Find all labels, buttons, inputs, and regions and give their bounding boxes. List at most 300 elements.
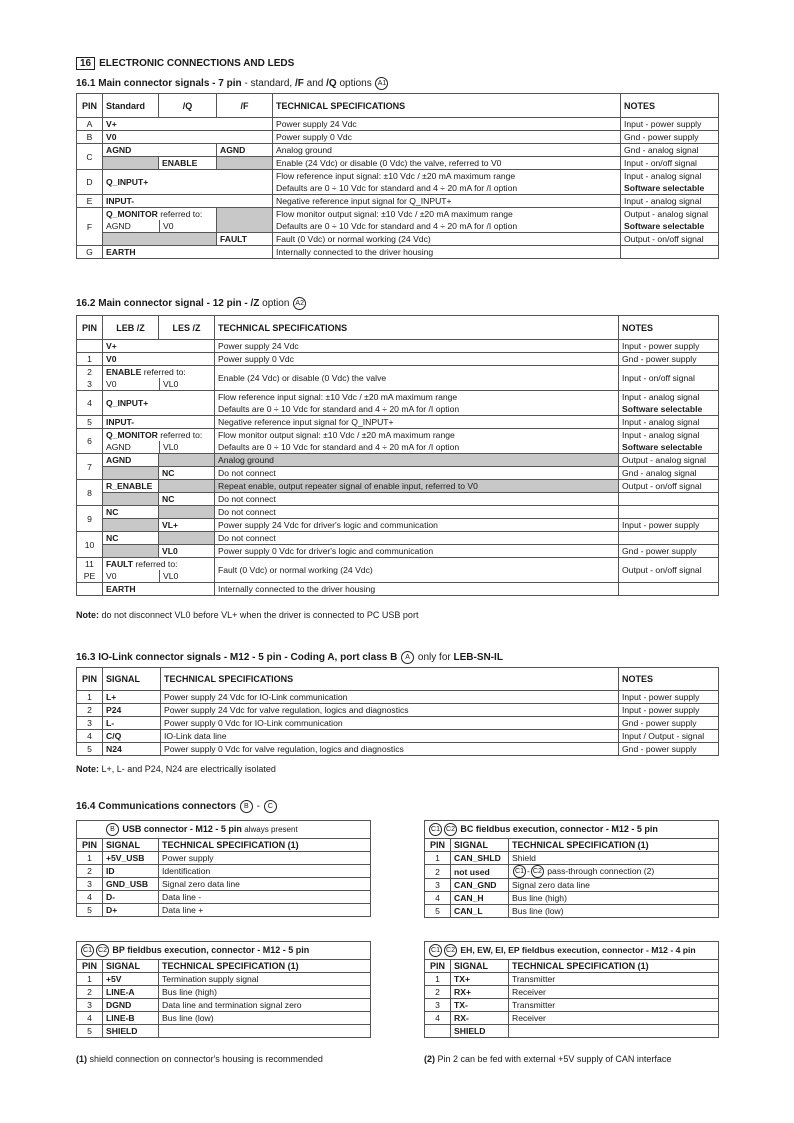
table-row (77, 519, 719, 532)
note-cell (619, 391, 719, 416)
spec-cell: Fault (0 Vdc) or normal working (24 Vdc) (215, 558, 619, 583)
signal-cell (103, 366, 215, 391)
bp-table (76, 941, 371, 1038)
signal-les-cell: NC (159, 467, 215, 480)
s163-title (76, 651, 503, 664)
col-f: /F (217, 94, 273, 118)
note-cell (619, 532, 719, 545)
note-cell: Output - on/off signal (619, 480, 719, 493)
table-title-row (425, 942, 719, 960)
signal-cell: RX+ (451, 986, 509, 999)
signal-cell: SHIELD (451, 1025, 509, 1038)
table-title-cell (425, 942, 719, 960)
spec-cell: Power supply 24 Vdc (273, 118, 621, 131)
s164-dash: - (253, 801, 263, 813)
s162-title (76, 297, 307, 310)
note-cell: Output - on/off signal (621, 233, 719, 246)
table-title-row (77, 821, 371, 839)
spec-cell: Data line and termination signal zero (159, 999, 371, 1012)
spec-cell: Receiver (509, 1012, 719, 1025)
spec-cell: Bus line (low) (159, 1012, 371, 1025)
footnote-label: (2) (424, 1054, 435, 1064)
s163-table (76, 667, 719, 756)
signal-cell: D+ (103, 904, 159, 917)
c1-badge-icon: C1 (429, 823, 442, 836)
table-row (77, 340, 719, 353)
note-line: Software selectable (622, 442, 703, 452)
col-q: /Q (159, 94, 217, 118)
spec-cell: Power supply 24 Vdc (215, 340, 619, 353)
footnote-1 (76, 1054, 323, 1064)
s163-badge-icon: A (401, 651, 414, 664)
spec-cell: Power supply (159, 852, 371, 865)
spec-cell: Internally connected to the driver housing (273, 246, 621, 259)
pin-line: 2 (87, 367, 92, 377)
signal-cell: V+ (103, 118, 273, 131)
s162-option: option (259, 298, 290, 310)
empty-cell (159, 454, 215, 467)
spec-cell: Bus line (high) (509, 892, 719, 905)
b-badge-icon: B (240, 800, 253, 813)
table-row (77, 583, 719, 596)
pin-cell: 6 (77, 429, 103, 454)
spec-line: Flow reference input signal: ±10 Vdc / ±20 mA maximum range (218, 392, 458, 402)
table-row (425, 999, 719, 1012)
signal-ref: referred to: (157, 209, 203, 219)
table-header-row (77, 94, 719, 118)
signal-f-cell: AGND (217, 144, 273, 157)
table-header-row (77, 839, 371, 852)
eth-table (424, 941, 719, 1038)
col-signal: SIGNAL (451, 839, 509, 852)
spec-cell: Data line + (159, 904, 371, 917)
col-spec: TECHNICAL SPECIFICATIONS (273, 94, 621, 118)
note-line: Input - analog signal (622, 392, 700, 402)
table-row (77, 558, 719, 583)
signal-name: Q_MONITOR (106, 430, 158, 440)
table-row (77, 208, 719, 233)
table-row (77, 1025, 371, 1038)
pin-cell (425, 1025, 451, 1038)
pin-cell: 4 (425, 892, 451, 905)
signal-cell: CAN_GND (451, 879, 509, 892)
pin-cell: G (77, 246, 103, 259)
note-cell: Output - on/off signal (619, 558, 719, 583)
ref-agnd: AGND (106, 221, 131, 231)
table-title-row (425, 821, 719, 839)
s163-only: only for (415, 652, 454, 664)
c1-badge-icon: C1 (513, 865, 526, 878)
note-text: do not disconnect VL0 before VL+ when the driver is connected to PC USB port (99, 610, 419, 620)
note-label: Note: (76, 764, 99, 774)
note-cell: Input - on/off signal (621, 157, 719, 170)
note-line: Input - analog signal (622, 430, 700, 440)
col-spec: TECHNICAL SPECIFICATIONS (161, 668, 619, 691)
c1-badge-icon: C1 (81, 944, 94, 957)
s161-table (76, 93, 719, 259)
pin-cell: D (77, 170, 103, 195)
ref-v0: V0 (106, 379, 117, 389)
pin-cell: 4 (77, 391, 103, 416)
signal-cell: LINE-A (103, 986, 159, 999)
table-header-row (425, 960, 719, 973)
spec-cell: Termination supply signal (159, 973, 371, 986)
signal-cell: L- (103, 717, 161, 730)
spec-cell: Bus line (low) (509, 905, 719, 918)
note-line: Software selectable (622, 404, 703, 414)
table-row (77, 1012, 371, 1025)
signal-cell: GND_USB (103, 878, 159, 891)
footnote-text: shield connection on connector's housing is recommended (87, 1054, 323, 1064)
footnote-2 (424, 1054, 671, 1064)
pin-cell: F (77, 208, 103, 246)
table-title: EH, EW, EI, EP fieldbus execution, connector - M12 - 4 pin (460, 944, 696, 955)
spec-cell: Negative reference input signal for Q_INPUT+ (215, 416, 619, 429)
signal-cell: CAN_H (451, 892, 509, 905)
ref-v0: V0 (159, 220, 174, 232)
pin-cell: 3 (425, 879, 451, 892)
pin-cell: 7 (77, 454, 103, 480)
col-notes: NOTES (619, 668, 719, 691)
signal-cell: V0 (103, 131, 273, 144)
table-title-cell (425, 821, 719, 839)
section-number: 16 (76, 57, 95, 70)
s164-title (76, 800, 278, 813)
spec-cell: Do not connect (215, 506, 619, 519)
c2-badge-icon: C2 (96, 944, 109, 957)
signal-name: Q_MONITOR (106, 209, 158, 219)
note-cell: Gnd - power supply (619, 353, 719, 366)
pin-cell (77, 366, 103, 391)
pin-cell: 4 (77, 1012, 103, 1025)
c-badge-icon: C (264, 800, 277, 813)
signal-f-cell: FAULT (217, 233, 273, 246)
section-title: ELECTRONIC CONNECTIONS AND LEDS (99, 58, 295, 69)
footnote-text: Pin 2 can be fed with external +5V supply of CAN interface (435, 1054, 672, 1064)
signal-cell: CAN_L (451, 905, 509, 918)
signal-name: ENABLE (106, 367, 142, 377)
spec-cell (273, 208, 621, 233)
s161-q: /Q (326, 78, 337, 90)
pin-cell: A (77, 118, 103, 131)
signal-cell: Q_INPUT+ (103, 170, 273, 195)
footnote-label: (1) (76, 1054, 87, 1064)
note-line: Input - analog signal (624, 171, 702, 181)
table-row (77, 170, 719, 195)
col-spec: TECHNICAL SPECIFICATION (1) (159, 960, 371, 973)
signal-cell (103, 208, 217, 233)
signal-cell: V0 (103, 353, 215, 366)
signal-cell (103, 558, 215, 583)
table-row (77, 545, 719, 558)
spec-cell: Power supply 0 Vdc (215, 353, 619, 366)
s162-badge-icon: A2 (293, 297, 306, 310)
table-title-row (77, 942, 371, 960)
s161-f: /F (294, 78, 304, 90)
signal-cell: EARTH (103, 246, 273, 259)
note-cell: Input - power supply (619, 340, 719, 353)
spec-cell (509, 1025, 719, 1038)
spec-cell: Enable (24 Vdc) or disable (0 Vdc) the valve, referred to V0 (273, 157, 621, 170)
note-line: Output - analog signal (624, 209, 709, 219)
pin-line: 11 (85, 559, 94, 569)
spec-cell: Power supply 0 Vdc for IO-Link communication (161, 717, 619, 730)
spec-cell: Fault (0 Vdc) or normal working (24 Vdc) (273, 233, 621, 246)
table-row (77, 865, 371, 878)
table-row (77, 144, 719, 157)
table-row (77, 852, 371, 865)
spec-line: Defaults are 0 ÷ 10 Vdc for standard and 4 ÷ 20 mA for /I option (276, 183, 518, 193)
col-signal: SIGNAL (103, 960, 159, 973)
col-pin: PIN (425, 839, 451, 852)
pin-cell: 2 (425, 865, 451, 879)
pin-cell: 3 (77, 878, 103, 891)
note-cell: Output - analog signal (619, 454, 719, 467)
pin-cell: 5 (77, 904, 103, 917)
section-heading (76, 57, 294, 70)
col-pin: PIN (77, 668, 103, 691)
pin-cell: 3 (77, 999, 103, 1012)
pin-cell: 2 (425, 986, 451, 999)
table-row (77, 493, 719, 506)
spec-cell (215, 391, 619, 416)
spec-cell: Identification (159, 865, 371, 878)
signal-cell: SHIELD (103, 1025, 159, 1038)
spec-cell: Do not connect (215, 493, 619, 506)
s163-model: LEB-SN-IL (453, 652, 503, 664)
usb-table (76, 820, 371, 917)
signal-cell: DGND (103, 999, 159, 1012)
table-header-row (77, 960, 371, 973)
spec-cell: Enable (24 Vdc) or disable (0 Vdc) the valve (215, 366, 619, 391)
pin-cell: 5 (425, 905, 451, 918)
s164-title-text: 16.4 Communications connectors (76, 801, 237, 813)
col-les: LES /Z (159, 316, 215, 340)
table-row (77, 999, 371, 1012)
table-row (77, 353, 719, 366)
note-line: Software selectable (624, 183, 705, 193)
empty-cell (159, 506, 215, 519)
table-title-cell (77, 942, 371, 960)
spec-line: Defaults are 0 ÷ 10 Vdc for standard and 4 ÷ 20 mA for /I option (276, 221, 518, 231)
spec-line: Flow reference input signal: ±10 Vdc / ±20 mA maximum range (276, 171, 516, 181)
ref-vl0: VL0 (159, 570, 178, 582)
signal-cell: AGND (103, 144, 217, 157)
table-row (77, 743, 719, 756)
note-cell (619, 583, 719, 596)
pin-cell: 9 (77, 506, 103, 532)
table-subtitle: always present (244, 824, 298, 834)
table-row (77, 480, 719, 493)
note-cell: Input - power supply (619, 691, 719, 704)
pin-cell: 4 (77, 891, 103, 904)
table-title: BP fieldbus execution, connector - M12 - 5 pin (112, 944, 310, 955)
note-cell (621, 208, 719, 233)
col-pin: PIN (77, 960, 103, 973)
table-row (77, 891, 371, 904)
c2-badge-icon: C2 (531, 865, 544, 878)
signal-leb-cell: R_ENABLE (103, 480, 159, 493)
table-header-row (77, 668, 719, 691)
note-cell: Gnd - power supply (619, 545, 719, 558)
signal-cell: INPUT- (103, 416, 215, 429)
note-cell: Input - analog signal (621, 195, 719, 208)
spec-cell (215, 429, 619, 454)
spec-line: Defaults are 0 ÷ 10 Vdc for standard and 4 ÷ 20 mA for /I option (218, 404, 460, 414)
spec-line: Flow monitor output signal: ±10 Vdc / ±20 mA maximum range (218, 430, 455, 440)
pin-cell: E (77, 195, 103, 208)
spec-cell: Shield (509, 852, 719, 865)
note-cell: Input / Output - signal (619, 730, 719, 743)
table-row (77, 878, 371, 891)
col-signal: SIGNAL (103, 839, 159, 852)
spec-cell: Negative reference input signal for Q_INPUT+ (273, 195, 621, 208)
s161-title-tail: - standard, (241, 78, 295, 90)
col-standard: Standard (103, 94, 159, 118)
spec-cell: Transmitter (509, 973, 719, 986)
signal-cell: ID (103, 865, 159, 878)
note-cell (619, 506, 719, 519)
spec-cell: Internally connected to the driver housing (215, 583, 619, 596)
spec-cell: Power supply 24 Vdc for valve regulation, logics and diagnostics (161, 704, 619, 717)
signal-leb-cell: AGND (103, 454, 159, 467)
s162-z: /Z (250, 298, 260, 310)
table-row (77, 691, 719, 704)
table-row (77, 717, 719, 730)
pin-cell: 1 (77, 353, 103, 366)
table-row (77, 454, 719, 467)
ref-vl0: VL0 (159, 378, 178, 390)
empty-cell (217, 157, 273, 170)
table-header-row (425, 839, 719, 852)
pin-cell: 2 (77, 865, 103, 878)
table-row (425, 986, 719, 999)
spec-cell: Analog ground (273, 144, 621, 157)
pin-cell: 5 (77, 743, 103, 756)
table-row (425, 973, 719, 986)
table-row (77, 506, 719, 519)
spec-cell (159, 1025, 371, 1038)
bc-table (424, 820, 719, 918)
col-pin: PIN (77, 94, 103, 118)
s163-note (76, 764, 276, 774)
table-row (425, 905, 719, 918)
spec-cell: C1 - C2 pass-through connection (2) (509, 865, 719, 879)
col-spec: TECHNICAL SPECIFICATION (1) (509, 960, 719, 973)
col-signal: SIGNAL (451, 960, 509, 973)
table-row (425, 1012, 719, 1025)
table-row (77, 904, 371, 917)
col-pin: PIN (425, 960, 451, 973)
empty-cell (103, 519, 159, 532)
spec-cell: Signal zero data line (509, 879, 719, 892)
signal-cell: V+ (103, 340, 215, 353)
spec-cell: Power supply 0 Vdc for driver's logic and communication (215, 545, 619, 558)
pin-cell: 1 (77, 852, 103, 865)
col-notes: NOTES (621, 94, 719, 118)
pin-line: PE (83, 571, 96, 581)
note-cell: Input - on/off signal (619, 366, 719, 391)
signal-cell: not used (451, 865, 509, 879)
spec-text: pass-through connection (2) (544, 866, 655, 876)
signal-ref: referred to: (157, 430, 203, 440)
table-row (77, 416, 719, 429)
empty-cell (103, 233, 217, 246)
spec-cell: Signal zero data line (159, 878, 371, 891)
note-cell: Gnd - analog signal (619, 467, 719, 480)
col-spec: TECHNICAL SPECIFICATION (1) (159, 839, 371, 852)
table-row (77, 195, 719, 208)
c2-badge-icon: C2 (444, 823, 457, 836)
table-row (77, 730, 719, 743)
signal-cell: D- (103, 891, 159, 904)
table-row (77, 467, 719, 480)
signal-les-cell: VL0 (159, 545, 215, 558)
note-cell: Input - analog signal (619, 416, 719, 429)
table-row (77, 246, 719, 259)
signal-leb-cell: NC (103, 506, 159, 519)
note-cell (619, 429, 719, 454)
empty-cell (217, 208, 273, 233)
spec-line: Flow monitor output signal: ±10 Vdc / ±20 mA maximum range (276, 209, 513, 219)
pin-cell: B (77, 131, 103, 144)
s161-title-text: 16.1 Main connector signals - 7 pin (76, 78, 242, 90)
pin-cell: 2 (77, 986, 103, 999)
pin-cell (77, 340, 103, 353)
col-pin: PIN (77, 316, 103, 340)
pin-cell: 1 (425, 852, 451, 865)
table-row (77, 429, 719, 454)
pin-cell: 2 (77, 704, 103, 717)
s162-table (76, 315, 719, 596)
s162-title-text: 16.2 Main connector signal - 12 pin - (76, 298, 251, 310)
note-cell: Input - power supply (621, 118, 719, 131)
table-title-cell (77, 821, 371, 839)
note-cell (619, 493, 719, 506)
b-badge-icon: B (106, 823, 119, 836)
c1-badge-icon: C1 (429, 944, 442, 957)
signal-ref: referred to: (133, 559, 178, 569)
table-title: BC fieldbus execution, connector - M12 - 5 pin (460, 823, 658, 834)
table-row (425, 892, 719, 905)
c2-badge-icon: C2 (444, 944, 457, 957)
ref-v0: V0 (106, 571, 117, 581)
s163-title-text: 16.3 IO-Link connector signals - M12 - 5 pin - Coding A, port class B (76, 652, 398, 664)
pin-cell: 1 (77, 973, 103, 986)
col-leb: LEB /Z (103, 316, 159, 340)
note-text: L+, L- and P24, N24 are electrically isolated (99, 764, 276, 774)
signal-cell: +5V_USB (103, 852, 159, 865)
signal-les-cell: NC (159, 493, 215, 506)
table-row (77, 391, 719, 416)
s161-title (76, 77, 389, 90)
signal-leb-cell: NC (103, 532, 159, 545)
signal-cell: INPUT- (103, 195, 273, 208)
table-header-row (77, 316, 719, 340)
col-pin: PIN (77, 839, 103, 852)
note-cell: Gnd - power supply (619, 717, 719, 730)
table-row (77, 704, 719, 717)
pin-cell: 10 (77, 532, 103, 558)
spec-cell: Do not connect (215, 532, 619, 545)
note-line: Software selectable (624, 221, 705, 231)
table-row (77, 157, 719, 170)
signal-cell: TX- (451, 999, 509, 1012)
signal-q-cell: ENABLE (159, 157, 217, 170)
table-row (77, 233, 719, 246)
note-cell: Gnd - analog signal (621, 144, 719, 157)
signal-ref: referred to: (141, 367, 186, 377)
